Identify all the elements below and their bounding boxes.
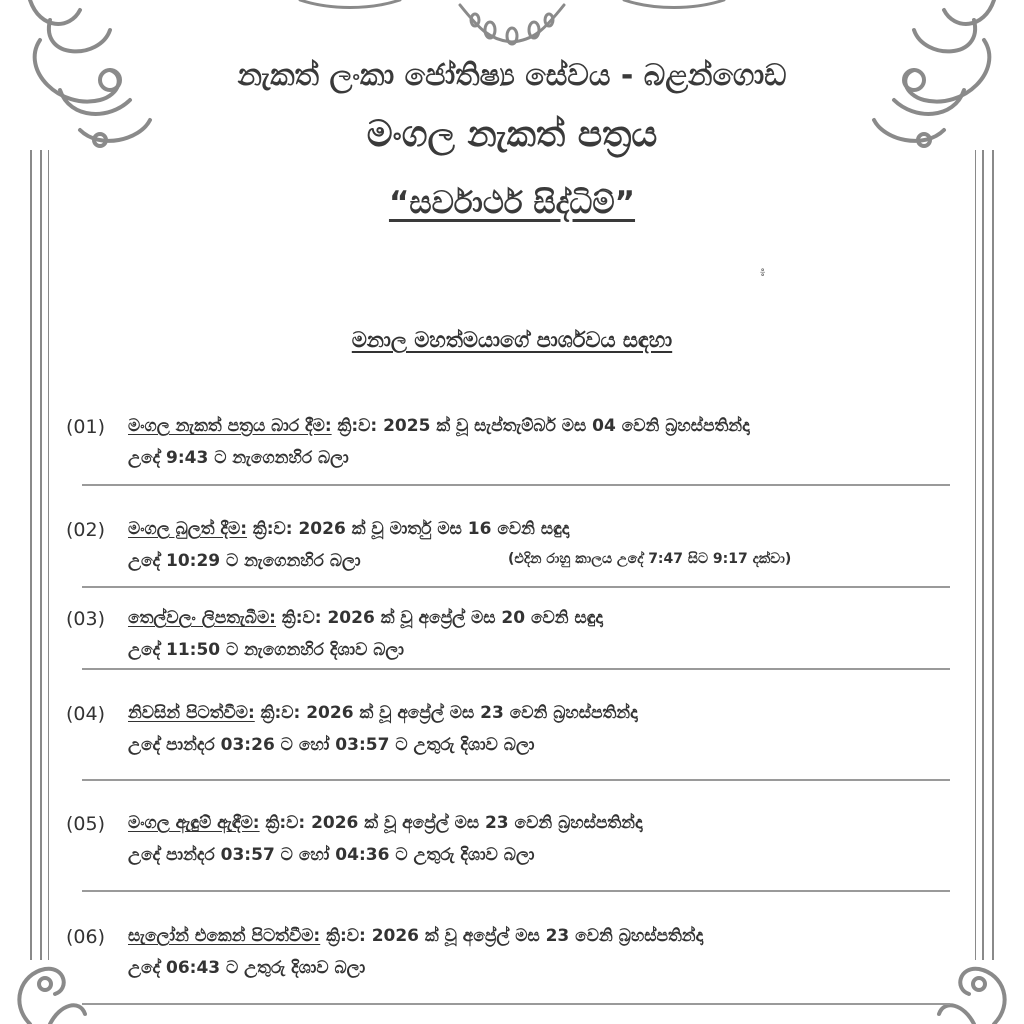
bottom-left-ornament bbox=[0, 944, 90, 1024]
frame-line-left-inner2 bbox=[48, 150, 49, 960]
item-line1 bbox=[128, 519, 569, 539]
item-number: (05) bbox=[66, 813, 106, 835]
item-number: (01) bbox=[66, 416, 106, 438]
item-time: උදේ 11:50 ට නැගෙනහිර දිශාව බලා bbox=[128, 640, 404, 660]
item-number: (06) bbox=[66, 926, 106, 948]
item-line1 bbox=[128, 608, 603, 628]
document-title: මංගල නැකත් පත්‍රය bbox=[366, 114, 658, 155]
item-label: මංගල ඇඳුම් ඇඳීම: bbox=[128, 813, 260, 833]
document-subtitle-wrap bbox=[0, 185, 1024, 222]
item-date: ක්‍රි:ව: 2026 ක් වූ අප්‍රේල් මස 23 වෙනි බ්‍රහස්පතින්දා bbox=[259, 813, 643, 833]
frame-line-left-inner bbox=[40, 150, 42, 960]
item-time: උදේ පාන්දර 03:57 ට හෝ 04:36 ට උතුරු දිශාව බලා bbox=[128, 845, 535, 865]
item-time: උදේ පාන්දර 03:26 ට හෝ 03:57 ට උතුරු දිශාව බලා bbox=[128, 735, 535, 755]
organization-title: නැකත් ලංකා ජෝතිෂ්‍ය සේවය - බළන්ගොඩ bbox=[237, 58, 787, 93]
item-date: ක්‍රි:ව: 2026 ක් වූ අප්‍රේල් මස 23 වෙනි බ්‍රහස්පතින්දා bbox=[254, 703, 638, 723]
item-date: ක්‍රි:ව: 2026 ක් වූ අප්‍රේල් මස 20 වෙනි සඳුදා bbox=[276, 608, 603, 628]
item-date: ක්‍රි:ව: 2026 ක් වූ මාර්තු මස 16 වෙනි සඳුදා bbox=[247, 519, 570, 539]
separator bbox=[82, 779, 950, 781]
item-time: උදේ 9:43 ට නැගෙනහිර බලා bbox=[128, 448, 349, 468]
item-number: (04) bbox=[66, 703, 106, 725]
item-number: (03) bbox=[66, 608, 106, 630]
item-line1 bbox=[128, 926, 703, 946]
item-number: (02) bbox=[66, 519, 106, 541]
bottom-right-ornament bbox=[934, 944, 1024, 1024]
item-label: මංගල නැකත් පත්‍රය බාර දීම: bbox=[128, 416, 332, 436]
item-label: තෙල්වලං ලිපතැබීම: bbox=[128, 608, 276, 628]
recipient-heading-wrap bbox=[0, 328, 1024, 353]
item-time: උදේ 06:43 ට උතුරු දිශාව බලා bbox=[128, 958, 366, 978]
stray-mark: ៖ bbox=[760, 265, 766, 279]
separator bbox=[82, 668, 950, 670]
item-label: නිවසින් පිටත්වීම: bbox=[128, 703, 255, 723]
frame-line-right-inner2 bbox=[975, 150, 976, 960]
separator bbox=[82, 890, 950, 892]
item-line1 bbox=[128, 703, 638, 723]
top-center-ornament bbox=[290, 0, 734, 50]
separator bbox=[82, 586, 950, 588]
item-date: ක්‍රි:ව: 2025 ක් වූ සැප්තැම්බර් මස 04 වෙනි බ්‍රහස්පතින්දා bbox=[331, 416, 750, 436]
frame-line-left-outer bbox=[30, 150, 32, 960]
item-label: මංගල බුලත් දීම: bbox=[128, 519, 248, 539]
item-time: උදේ 10:29 ට නැගෙනහිර බලා bbox=[128, 551, 361, 571]
recipient-heading: මනාල මහත්මයාගේ පාර්ශවය සඳහා bbox=[351, 328, 673, 352]
item-line1 bbox=[128, 813, 643, 833]
document-subtitle: “සර්වාර්ථ සිද්ධිම්” bbox=[388, 185, 636, 221]
item-date: ක්‍රි:ව: 2026 ක් වූ අප්‍රේල් මස 23 වෙනි බ්‍රහස්පතින්දා bbox=[320, 926, 704, 946]
frame-line-right-inner bbox=[982, 150, 984, 960]
item-label: සැලෝන් එකෙන් පිටත්වීම: bbox=[128, 926, 321, 946]
separator bbox=[82, 484, 950, 486]
separator bbox=[82, 1003, 950, 1005]
item-line1 bbox=[128, 416, 750, 436]
item-note: (එදින රාහු කාලය උදේ 7:47 සිට 9:17 දක්වා) bbox=[508, 551, 792, 567]
frame-line-right-outer bbox=[992, 150, 994, 960]
